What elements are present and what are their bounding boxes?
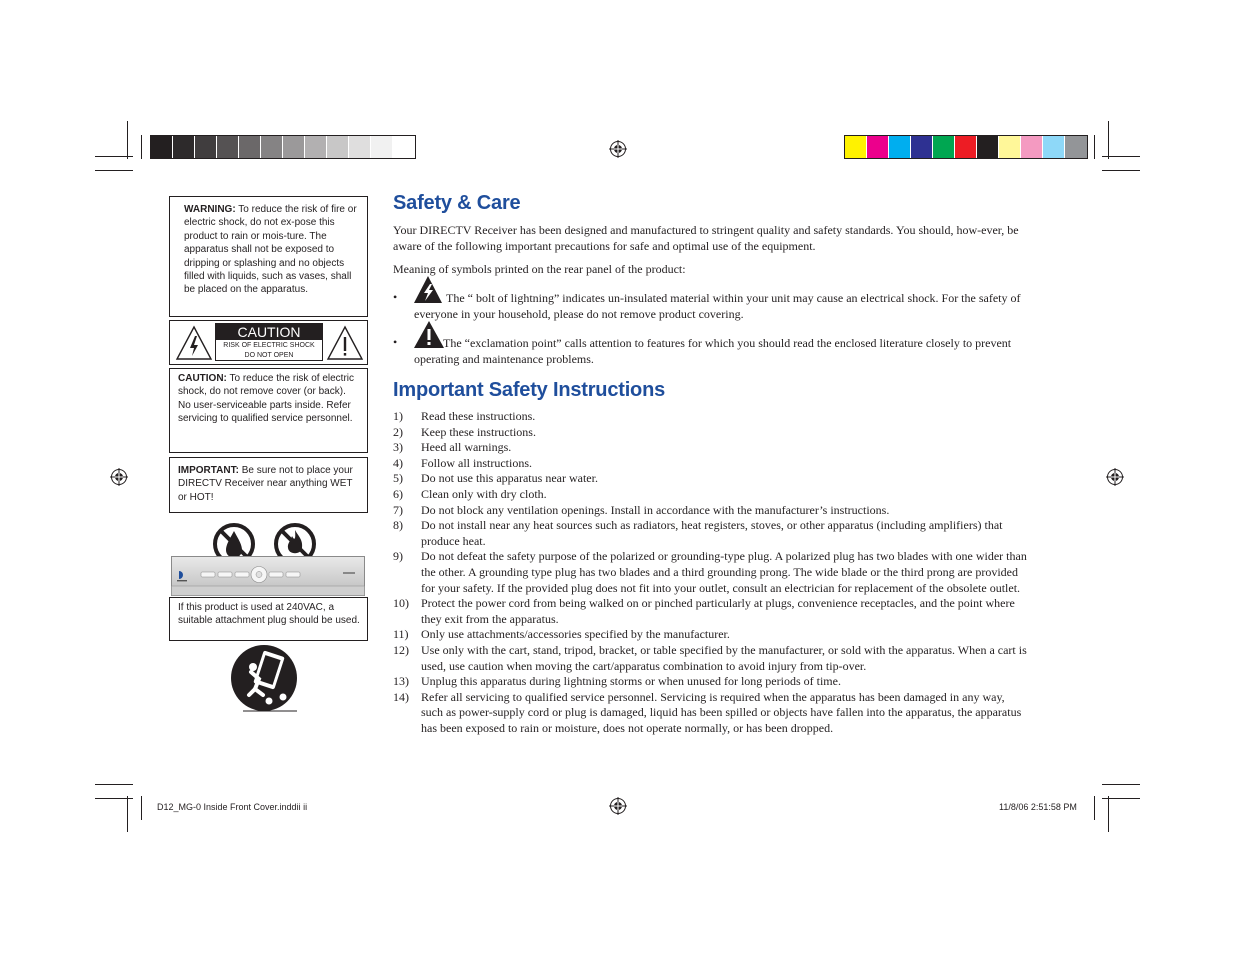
instruction-number: 11) [393,627,409,642]
instruction-item [393,643,1028,674]
color-swatch [845,136,867,158]
instruction-number: 13) [393,674,409,689]
instruction-item [393,425,1028,441]
color-swatch [933,136,955,158]
instruction-item [393,518,1028,549]
instruction-text: Follow all instructions. [421,455,532,470]
instruction-text: Keep these instructions. [421,424,536,439]
exclamation-triangle-icon [326,325,364,361]
instruction-item [393,674,1028,690]
gray-swatch [217,136,239,158]
instruction-text: Do not defeat the safety purpose of the polarized or grounding-type plug. A polarized plug has two blades with one wider than the other. A grounding type plug has two blades and a third grounding prong. The wide blade or the third prong are provided for your safety. If the provided plug does not fit into your outlet, consult an electrician for replacement of the obsolete outlet. [421,549,1027,595]
warning-text: To reduce the risk of fire or electric shock, do not ex-pose this product to rain or mois-ture. The apparatus shall not be exposed to dripping or splashing and no objects filled with liquids, such as vases, shall be placed on the apparatus. [184,204,357,296]
caution-title: CAUTION [216,324,322,340]
color-swatch [867,136,889,158]
instruction-item [393,456,1028,472]
intro-paragraph: Your DIRECTV Receiver has been designed and manufactured to stringent quality and safety standards. You should, how-ever, be aware of the following important precautions for safe and optimal use of the equipment. [393,223,1019,253]
gray-swatch [371,136,393,158]
instruction-number: 1) [393,409,403,423]
instruction-text: Unplug this apparatus during lightning storms or when unused for long periods of time. [421,674,841,689]
gray-swatch [305,136,327,158]
caution-subtext-2: DO NOT OPEN [244,352,294,359]
lightning-triangle-icon [175,325,213,361]
color-swatch [977,136,999,158]
color-swatch [889,136,911,158]
instruction-item [393,487,1028,503]
gray-swatch [393,136,415,158]
registration-mark-icon [110,468,128,486]
instruction-number: 5) [393,471,403,486]
instruction-text: Use only with the cart, stand, tripod, bracket, or table specified by the manufacturer, or sold with the apparatus. When a cart is used, use caution when moving the cart/apparatus combination to avoid injury from tip-over. [421,642,1027,673]
caution-label-box [169,320,368,365]
gray-swatch [261,136,283,158]
color-swatch [1043,136,1065,158]
instruction-item [393,471,1028,487]
instruction-number: 8) [393,518,403,533]
footer-file-name: D12_MG-0 Inside Front Cover.inddii ii [157,802,308,812]
color-swatch [1065,136,1087,158]
instruction-item [393,627,1028,643]
registration-mark-icon [609,140,627,158]
caution-text-2: No user-serviceable parts inside. Refer servicing to qualified service personnel. [178,399,353,425]
instruction-number: 9) [393,549,403,564]
power-note-text: If this product is used at 240VAC, a suitable attachment plug should be used. [178,602,360,627]
gray-swatch [283,136,305,158]
process-color-bar [844,135,1088,159]
instruction-item [393,440,1028,456]
color-swatch [955,136,977,158]
gray-swatch [195,136,217,158]
instruction-number: 7) [393,502,403,517]
safety-care-heading: Safety & Care [393,192,521,214]
caution-label-panel [215,323,323,361]
safety-instructions-list [393,409,1028,736]
instruction-item [393,596,1028,627]
bullet-dot: • [393,335,398,349]
grayscale-color-bar [150,135,416,159]
bullet-dot: • [393,290,398,304]
instruction-text: Read these instructions. [421,409,536,423]
warning-box [169,196,368,317]
instruction-item [393,503,1028,519]
color-swatch [1021,136,1043,158]
instruction-text: Do not block any ventilation openings. Install in accordance with the manufacturer’s instructions. [421,502,890,517]
color-swatch [911,136,933,158]
instruction-number: 2) [393,424,403,439]
gray-swatch [327,136,349,158]
important-label: IMPORTANT: [178,465,239,476]
instruction-text: Do not use this apparatus near water. [421,471,598,486]
important-safety-heading: Important Safety Instructions [393,379,666,401]
gray-swatch [151,136,173,158]
caution-text-1: To reduce the risk of electric shock, do not remove cover (or back). [178,373,354,398]
footer-timestamp: 11/8/06 2:51:58 PM [999,802,1077,812]
instruction-number: 6) [393,486,403,501]
cart-tip-over-icon [229,643,299,715]
important-box [169,457,368,513]
caution-box [169,368,368,453]
caution-subtext-1: RISK OF ELECTRIC SHOCK [223,342,315,349]
instruction-number: 14) [393,689,409,704]
exclamation-bullet-text: The “exclamation point” calls attention to features for which you should read the enclosed literature closely to prevent operating and maintenance problems. [414,336,1012,366]
instruction-number: 4) [393,455,403,470]
lightning-bullet-text: The “ bolt of lightning” indicates un-insulated material within your unit may cause an electrical shock. For the safety of everyone in your household, please do not remove product covering. [414,291,1021,321]
instruction-item [393,690,1028,737]
instruction-text: Do not install near any heat sources such as radiators, heat registers, stoves, or other apparatus (including amplifiers) that produce heat. [421,518,1003,548]
instruction-text: Protect the power cord from being walked on or pinched particularly at plugs, convenience receptacles, and the point where they exit from the apparatus. [421,596,1015,626]
gray-swatch [349,136,371,158]
symbols-intro: Meaning of symbols printed on the rear panel of the product: [393,262,686,276]
gray-swatch [239,136,261,158]
instruction-text: Refer all servicing to qualified service personnel. Servicing is required when the apparatus has been damaged in any way, such as power-supply cord or plug is damaged, liquid has been spilled or objects have fallen into the apparatus, the apparatus has been exposed to rain or moisture, does not operate normally, or has been dropped. [421,689,1022,735]
instruction-text: Only use attachments/accessories specified by the manufacturer. [421,627,730,642]
instruction-item [393,409,1028,425]
registration-mark-icon [609,797,627,815]
important-text: Be sure not to place your DIRECTV Receiver near anything WET or HOT! [178,465,353,503]
instruction-item [393,549,1028,596]
instruction-text: Heed all warnings. [421,440,512,455]
instruction-text: Clean only with dry cloth. [421,486,547,501]
warning-label: WARNING: [184,204,236,215]
instruction-number: 3) [393,440,403,455]
gray-swatch [173,136,195,158]
receiver-front-panel-illustration [171,556,365,596]
registration-mark-icon [1106,468,1124,486]
power-note-box [169,597,368,641]
instruction-number: 12) [393,642,409,657]
instruction-number: 10) [393,596,409,611]
caution-label: CAUTION: [178,373,227,384]
color-swatch [999,136,1021,158]
